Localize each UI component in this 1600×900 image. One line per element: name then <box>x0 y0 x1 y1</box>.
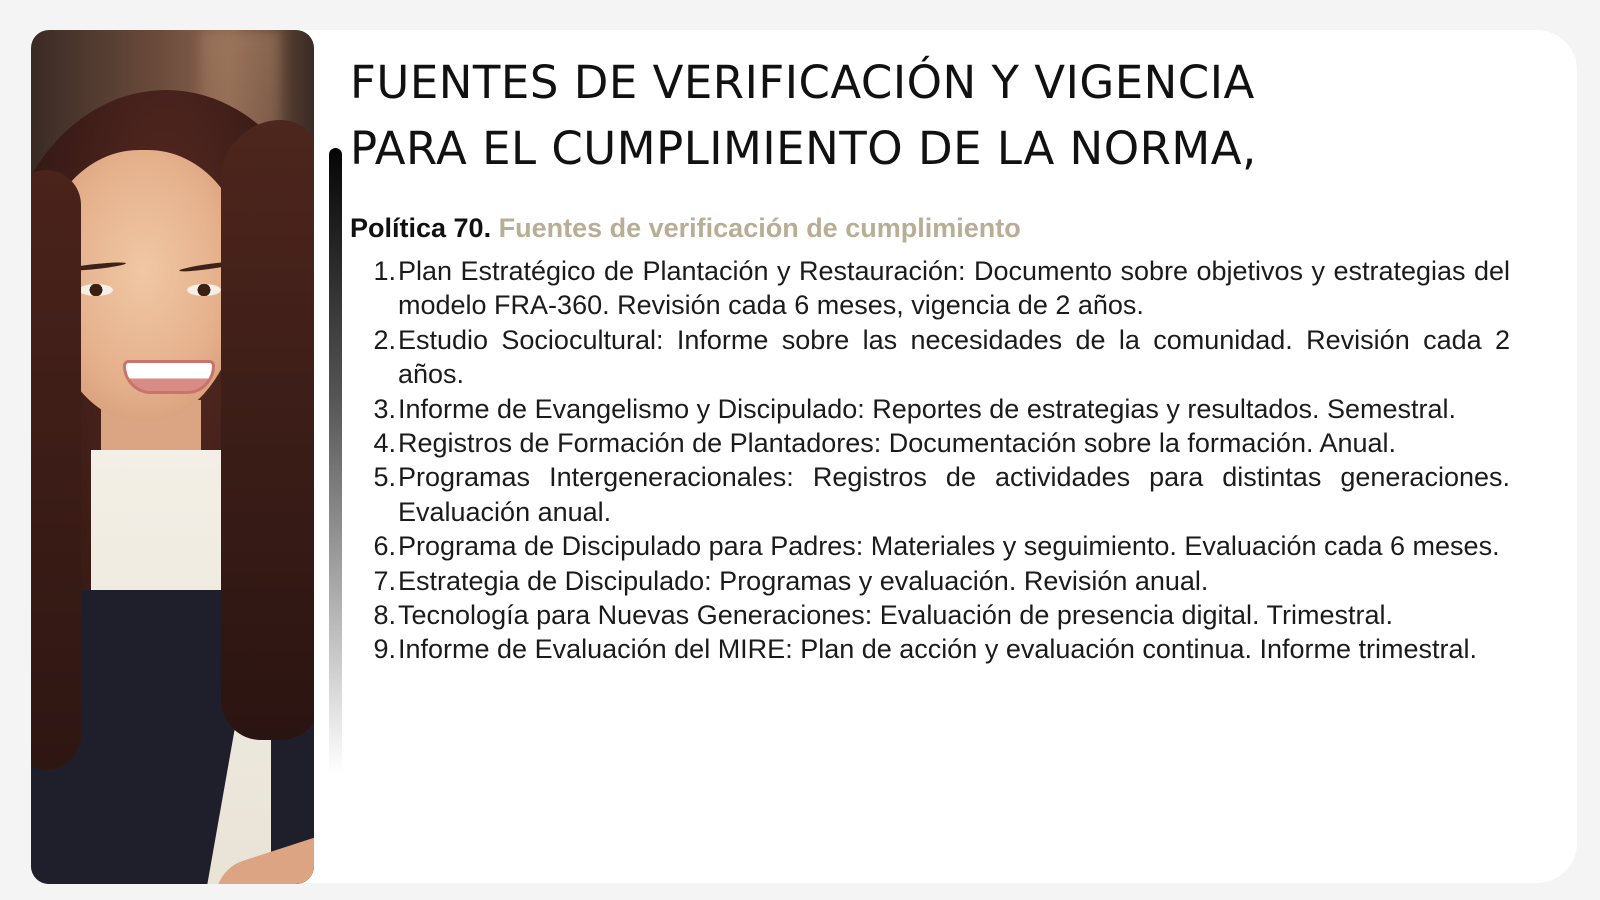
slide-title <box>350 50 1510 182</box>
list-item-number: 7. <box>373 565 396 596</box>
list-item-text: Programas Intergeneracionales: Registros de actividades para distintas generaciones. Evaluación anual. <box>398 462 1510 527</box>
list-item <box>350 632 1510 666</box>
list-item <box>350 598 1510 632</box>
list-item-text: Plan Estratégico de Plantación y Restauración: Documento sobre objetivos y estrategias del modelo FRA-360. Revisión cada 6 meses, vigencia de 2 años. <box>398 256 1510 321</box>
list-item-number: 9. <box>373 634 396 665</box>
photo-eye-left <box>79 284 113 296</box>
portrait-photo <box>31 30 314 884</box>
slide-content <box>350 50 1510 667</box>
list-item <box>350 392 1510 426</box>
list-item <box>350 426 1510 460</box>
list-item <box>350 323 1510 392</box>
list-item-number: 2. <box>373 324 396 355</box>
list-item-number: 8. <box>373 600 396 631</box>
list-item <box>350 254 1510 323</box>
photo-smile <box>123 360 215 394</box>
list-item-text: Tecnología para Nuevas Generaciones: Evaluación de presencia digital. Trimestral. <box>398 600 1394 631</box>
policy-name: Fuentes de verificación de cumplimiento <box>498 213 1021 243</box>
photo-hair-front-left <box>31 170 81 770</box>
photo-hair-front-right <box>221 120 314 740</box>
list-item-text: Programa de Discipulado para Padres: Materiales y seguimiento. Evaluación cada 6 meses. <box>398 531 1500 562</box>
list-item <box>350 564 1510 598</box>
verification-sources-list <box>350 254 1510 667</box>
list-item-text: Informe de Evangelismo y Discipulado: Reportes de estrategias y resultados. Semestral. <box>398 393 1457 424</box>
list-item-number: 5. <box>373 462 396 493</box>
list-item-number: 6. <box>373 531 396 562</box>
list-item-text: Informe de Evaluación del MIRE: Plan de acción y evaluación continua. Informe trimestral. <box>398 634 1478 665</box>
list-item-text: Estrategia de Discipulado: Programas y evaluación. Revisión anual. <box>398 565 1209 596</box>
list-item <box>350 460 1510 529</box>
title-line-2: PARA EL CUMPLIMIENTO DE LA NORMA, <box>350 122 1257 175</box>
policy-number: Política 70. <box>350 213 492 243</box>
list-item-number: 4. <box>373 428 396 459</box>
policy-heading <box>350 210 1510 246</box>
title-line-1: FUENTES DE VERIFICACIÓN Y VIGENCIA <box>350 56 1255 109</box>
list-item-text: Estudio Sociocultural: Informe sobre las necesidades de la comunidad. Revisión cada 2 años. <box>398 324 1510 390</box>
list-item-text: Registros de Formación de Plantadores: Documentación sobre la formación. Anual. <box>398 428 1397 459</box>
list-item-number: 1. <box>373 256 396 286</box>
vertical-accent-bar <box>329 148 342 773</box>
photo-eye-right <box>187 284 221 296</box>
list-item <box>350 529 1510 563</box>
list-item-number: 3. <box>373 393 396 424</box>
